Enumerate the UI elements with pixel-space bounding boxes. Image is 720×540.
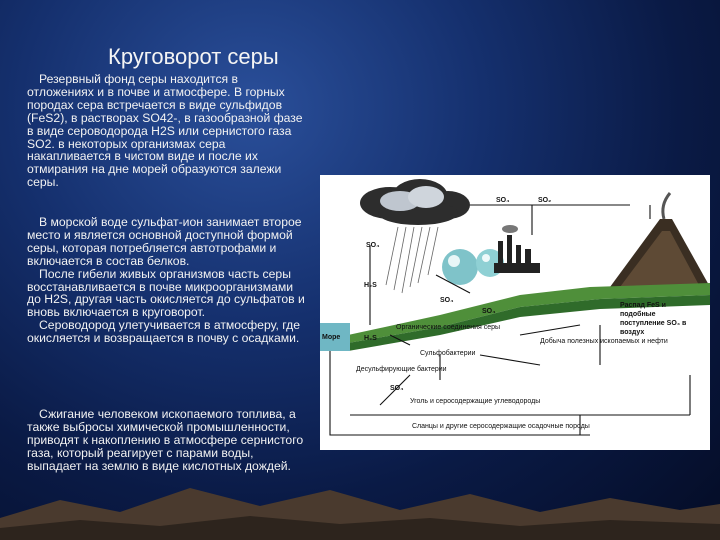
label-decay-1: Распад FeS и [620,302,666,309]
label-decay-2: подобные [620,311,656,318]
sulfur-cycle-diagram [320,175,710,450]
text-block-reserve [27,73,305,189]
label-h2s-left: H₂S [364,282,377,289]
slide-title: Круговорот серы [108,44,279,69]
label-so4-top: SO₄ [496,197,510,204]
label-mining: Добыча полезных ископаемых и нефти [540,338,668,345]
rain-icon [386,227,438,293]
paragraph-sea-sulfate: В морской воде сульфат-ион занимает второе место и является основной доступной формой серы, которая потребляется автотрофами и включается в состав белков. [27,215,302,268]
label-h2s-sea: H₂S [364,335,377,342]
label-decay-4: воздух [620,329,645,336]
label-sea: Море [322,334,341,341]
paragraph-human-impact: Сжигание человеком ископаемого топлива, а также выбросы химической промышленности, приводят к накоплению в атмосфере сернистого газа, который реагирует с парами воды, выпадает на землю в виде кислотных дождей. [27,407,304,473]
label-decay-3: поступление SO₄ в [620,320,687,327]
label-so4-mid2: SO₄ [482,308,496,315]
label-so4-mid: SO₄ [440,297,454,304]
mountains-background [0,460,720,540]
label-shale: Сланцы и другие серосодержащие осадочные породы [412,423,590,430]
label-so2-top: SO₂ [538,197,552,204]
paragraph-decay: После гибели живых организмов часть серы восстанавливается в почве микроорганизмами до H2S, другая часть окисляется до сульфатов и вновь включается в круговорот. [27,266,305,320]
factory-icon [494,225,540,273]
paragraph-reserve: Резервный фонд серы находится в отложениях и в почве и атмосфере. В горных породах сера встречается в виде сульфидов (FeS2), в растворах SO42-, в газообразной фазе в виде сероводорода H2S или сернистого газа SO2. в некоторых организмах сера накапливается в чистом виде и после их отмирания на дне морей образуются залежи серы. [27,72,303,190]
paragraph-h2s: Сероводород улетучивается в атмосферу, где окисляется и возвращается в почву с осадками. [27,318,301,346]
volcano-icon [610,193,710,287]
text-block-cycle [27,216,305,345]
cloud-icon [360,179,470,225]
label-sulfobacteria: Сульфобактерии [420,350,476,357]
label-desulf: Десульфирующие бактерии [356,366,447,373]
label-so4-bottom: SO₄ [390,385,404,392]
label-coal: Уголь и серосодержащие углеводороды [410,398,541,405]
label-organic: Органические соединения серы [396,324,501,331]
label-so4-cloud: SO₄ [366,242,380,249]
